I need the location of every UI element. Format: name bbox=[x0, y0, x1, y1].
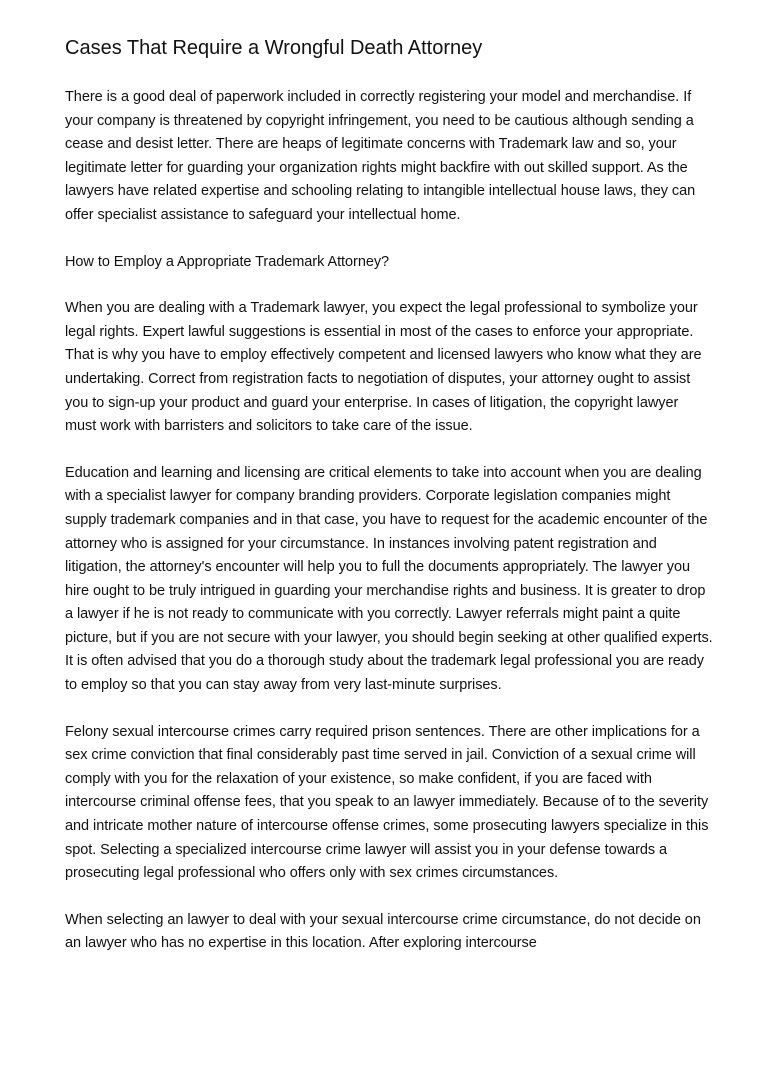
document-page bbox=[65, 34, 713, 979]
section-heading: How to Employ a Appropriate Trademark Attorney? bbox=[65, 253, 390, 270]
document-title: Cases That Require a Wrongful Death Attorney bbox=[65, 37, 483, 59]
paragraph-intro: There is a good deal of paperwork included in correctly registering your model and merchandise. If your company is threatened by copyright infringement, you need to be cautious although sending a cease and desist letter. There are heaps of legitimate concerns with Trademark law and so, your legitimate letter for guarding your organization rights might backfire with out skilled support. As the lawyers have related expertise and schooling relating to intangible intellectual house laws, they can offer specialist assistance to safeguard your intellectual home. bbox=[65, 89, 696, 223]
paragraph-education-licensing: Education and learning and licensing are critical elements to take into account when you are dealing with a specialist lawyer for company branding providers. Corporate legislation companies might supply trademark companies and in that case, you have to request for the academic encounter of the attorney who is assigned for your circumstance. In instances involving patent registration and litigation, the attorney's encounter will help you to full the documents appropriately. The lawyer you hire ought to be truly intrigued in guarding your merchandise rights and business. It is greater to drop a lawyer if he is not ready to communicate with you correctly. Lawyer referrals might paint a quite picture, but if you are not secure with your lawyer, you should begin seeking at other qualified experts. It is often advised that you do a thorough study about the trademark legal professional you are ready to employ so that you can stay away from very last-minute surprises. bbox=[65, 464, 713, 694]
paragraph-selecting-lawyer: When selecting an lawyer to deal with your sexual intercourse crime circumstance, do not decide on an lawyer who has no expertise in this location. After exploring intercourse bbox=[65, 911, 701, 952]
paragraph-trademark-lawyer: When you are dealing with a Trademark lawyer, you expect the legal professional to symbolize your legal rights. Expert lawful suggestions is essential in most of the cases to enforce your appropriate. That is why you have to employ effectively competent and licensed lawyers who know what they are undertaking. Correct from registration facts to negotiation of disputes, your attorney ought to assist you to sign-up your product and guard your enterprise. In cases of litigation, the copyright lawyer must work with barristers and solicitors to take care of the issue. bbox=[65, 300, 702, 435]
paragraph-sex-crimes: Felony sexual intercourse crimes carry required prison sentences. There are other implications for a sex crime conviction that final considerably past time served in jail. Conviction of a sexual crime will comply with you for the relaxation of your existence, so make confident, if you are faced with intercourse criminal offense fees, that you speak to an lawyer immediately. Because of to the severity and intricate mother nature of intercourse offense crimes, some prosecuting lawyers specialize in this spot. Selecting a specialized intercourse crime lawyer will assist you in your defense towards a prosecuting legal professional who offers only with sex crimes circumstances. bbox=[65, 723, 709, 882]
